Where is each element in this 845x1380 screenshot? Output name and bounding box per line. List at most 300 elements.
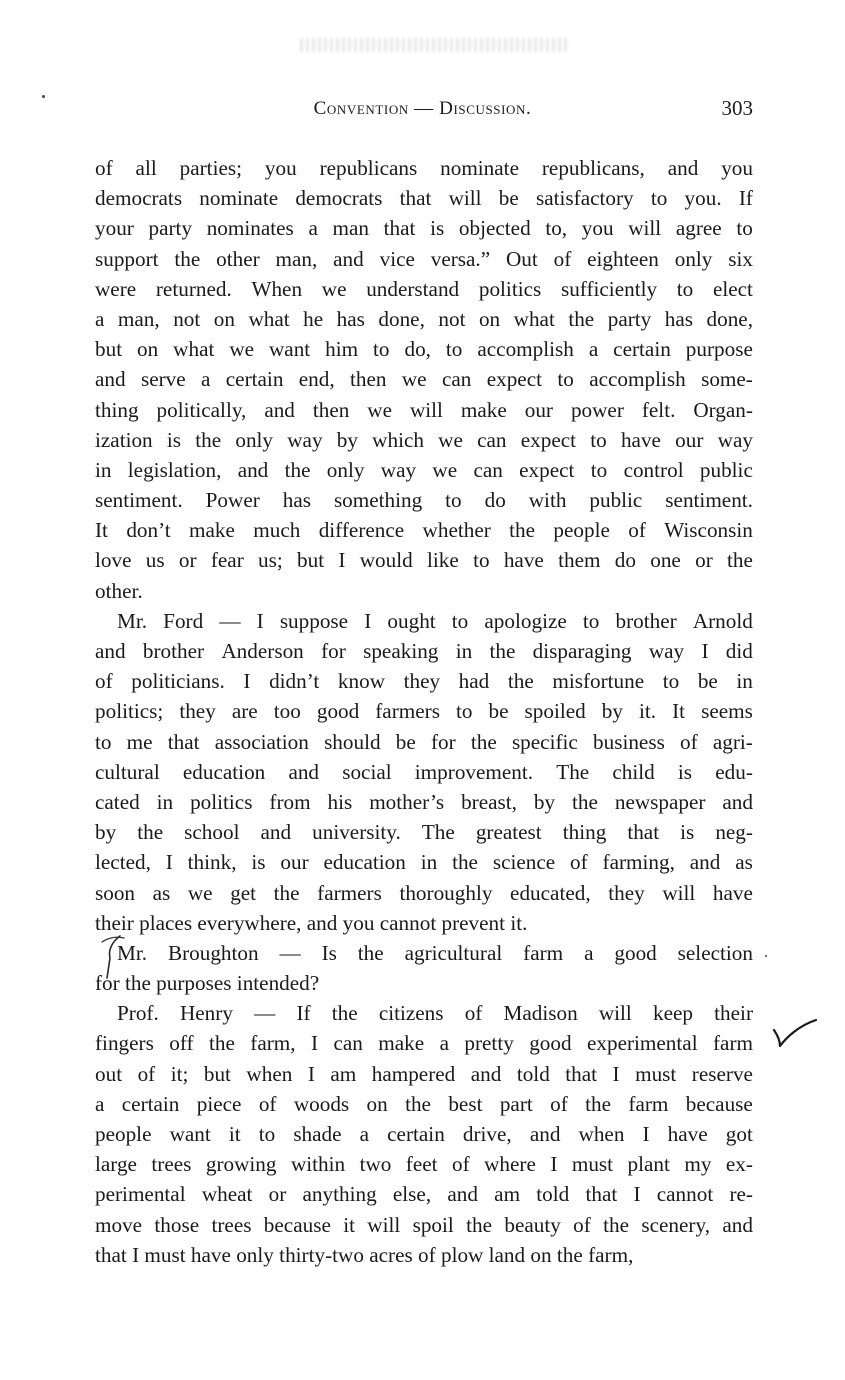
word: those bbox=[154, 1212, 200, 1237]
word: anything bbox=[302, 1182, 377, 1207]
word: I bbox=[338, 548, 346, 573]
word: the bbox=[284, 457, 311, 482]
text-line bbox=[95, 515, 753, 545]
word: done, bbox=[706, 306, 753, 331]
word: politics; bbox=[95, 699, 164, 724]
word: When bbox=[251, 276, 303, 301]
word: by bbox=[336, 427, 358, 452]
word: you bbox=[721, 156, 753, 180]
word: understand bbox=[366, 276, 460, 301]
word: of bbox=[553, 246, 572, 271]
word: misfortune bbox=[552, 669, 645, 694]
word: to bbox=[451, 608, 469, 633]
word: best bbox=[448, 1091, 483, 1116]
word: Anderson bbox=[221, 639, 304, 663]
word: Is bbox=[321, 940, 337, 965]
text-line bbox=[95, 878, 753, 908]
word: didn’t bbox=[269, 669, 320, 694]
word: farm bbox=[523, 940, 564, 965]
word: speaking bbox=[363, 639, 439, 663]
word: to bbox=[373, 337, 390, 362]
word: farmers bbox=[317, 880, 382, 905]
word: am bbox=[494, 1182, 521, 1207]
text-line: other. bbox=[95, 578, 143, 603]
word: greatest bbox=[475, 820, 542, 845]
word: must bbox=[571, 1152, 614, 1177]
text-line bbox=[95, 666, 753, 696]
word: the bbox=[489, 639, 516, 663]
word: in bbox=[156, 789, 174, 814]
word: spoil bbox=[412, 1212, 454, 1237]
word: six bbox=[728, 246, 753, 271]
word: much bbox=[253, 518, 301, 543]
word: agricultural bbox=[404, 940, 503, 965]
word: you. bbox=[684, 186, 722, 211]
word: within bbox=[290, 1152, 346, 1177]
word: expect bbox=[520, 427, 577, 452]
word: must bbox=[635, 1061, 677, 1086]
word: only bbox=[674, 246, 713, 271]
word: our bbox=[280, 850, 309, 875]
word: legislation, bbox=[127, 457, 222, 482]
word: and bbox=[722, 1212, 753, 1237]
word: we bbox=[401, 367, 427, 392]
word: and bbox=[689, 850, 721, 875]
word: which bbox=[372, 427, 424, 452]
word: a bbox=[201, 367, 211, 392]
word: university. bbox=[312, 820, 401, 845]
word: on bbox=[478, 306, 501, 331]
word: be bbox=[395, 729, 416, 754]
word: should bbox=[324, 729, 381, 754]
word: improvement. bbox=[414, 759, 534, 784]
word: Henry bbox=[179, 1001, 233, 1026]
word: party bbox=[607, 306, 652, 331]
word: had bbox=[458, 669, 490, 694]
word: a bbox=[95, 1091, 105, 1116]
word: am bbox=[330, 1061, 357, 1086]
word: and bbox=[333, 246, 364, 271]
word: end, bbox=[298, 367, 335, 392]
word: out bbox=[95, 1061, 123, 1086]
word: breast, bbox=[461, 789, 517, 814]
word: satisfactory bbox=[535, 186, 634, 211]
word: selection bbox=[677, 940, 753, 965]
word: thing bbox=[95, 397, 139, 422]
paper-speck bbox=[765, 955, 767, 957]
word: think, bbox=[187, 850, 237, 875]
text-line bbox=[95, 1119, 753, 1149]
word: on bbox=[366, 1091, 388, 1116]
word: serve bbox=[140, 367, 186, 392]
word: we bbox=[187, 880, 213, 905]
word: of bbox=[570, 850, 588, 875]
word: expect bbox=[519, 457, 575, 482]
word: association bbox=[214, 729, 309, 754]
word: and bbox=[260, 820, 292, 845]
word: brother bbox=[615, 608, 677, 633]
text-line bbox=[95, 425, 753, 455]
word: citizens bbox=[378, 1001, 444, 1026]
word: versa.” bbox=[430, 246, 491, 271]
word: only bbox=[235, 427, 274, 452]
word: we bbox=[438, 427, 463, 452]
word: when bbox=[246, 1061, 293, 1086]
word: off bbox=[169, 1031, 194, 1056]
word: Arnold bbox=[692, 608, 753, 633]
text-line bbox=[95, 395, 753, 425]
word: two bbox=[359, 1152, 392, 1177]
word: because bbox=[263, 1212, 331, 1237]
word: agree bbox=[675, 216, 722, 241]
word: have bbox=[667, 1122, 708, 1146]
text-line: for the purposes intended? bbox=[95, 971, 320, 996]
word: be bbox=[498, 186, 519, 211]
word: our bbox=[524, 397, 553, 422]
word: me bbox=[126, 729, 153, 754]
word: I bbox=[256, 608, 264, 633]
text-line bbox=[95, 1179, 753, 1209]
word: certain bbox=[121, 1091, 180, 1116]
word: brother bbox=[142, 639, 205, 663]
word: It bbox=[672, 699, 686, 724]
word: power bbox=[570, 397, 624, 422]
word: re- bbox=[729, 1182, 753, 1207]
word: us; bbox=[258, 548, 283, 573]
word: don’t bbox=[126, 518, 171, 543]
word: on bbox=[213, 306, 235, 331]
text-line bbox=[95, 455, 753, 485]
word: farm bbox=[712, 1031, 753, 1056]
word: If bbox=[296, 1001, 311, 1026]
text-line bbox=[95, 1210, 753, 1240]
word: school bbox=[184, 820, 240, 845]
word: what bbox=[173, 337, 215, 362]
word: way bbox=[380, 457, 417, 482]
word: as bbox=[735, 850, 753, 875]
word: democrats bbox=[95, 186, 183, 211]
word: The bbox=[421, 820, 455, 845]
word: soon bbox=[95, 880, 136, 905]
word: trees bbox=[151, 1152, 192, 1177]
running-title: Convention — Discussion. bbox=[313, 98, 532, 119]
word: objected bbox=[458, 216, 531, 241]
word: a bbox=[584, 940, 594, 965]
word: and bbox=[667, 156, 699, 180]
word: the bbox=[452, 850, 478, 875]
word: republicans, bbox=[541, 156, 645, 180]
word: parties; bbox=[179, 156, 242, 180]
word: the bbox=[273, 880, 300, 905]
word: my bbox=[684, 1152, 712, 1177]
word: to bbox=[590, 427, 607, 452]
word: I bbox=[701, 639, 709, 663]
word: farm, bbox=[250, 1031, 296, 1056]
word: has bbox=[664, 306, 694, 331]
word: will bbox=[448, 186, 482, 211]
word: some- bbox=[701, 367, 753, 392]
word: trees bbox=[211, 1212, 252, 1237]
word: a bbox=[439, 1031, 449, 1056]
word: us bbox=[145, 548, 165, 573]
word: do, bbox=[404, 337, 431, 362]
word: returned. bbox=[155, 276, 232, 301]
word: agri- bbox=[712, 729, 753, 754]
pencil-checkmark-icon bbox=[770, 1016, 820, 1056]
word: certain bbox=[387, 1122, 445, 1146]
word: will bbox=[367, 1212, 401, 1237]
word: we bbox=[367, 397, 393, 422]
word: or bbox=[695, 548, 713, 573]
word: can bbox=[473, 457, 503, 482]
word: them bbox=[558, 548, 601, 573]
word: has bbox=[282, 488, 311, 513]
word: disparaging bbox=[532, 639, 632, 663]
word: the bbox=[568, 306, 595, 331]
word: told bbox=[536, 1182, 570, 1207]
word: felt. bbox=[641, 397, 676, 422]
word: keep bbox=[653, 1001, 693, 1026]
word: what bbox=[513, 306, 555, 331]
word: eighteen bbox=[587, 246, 659, 271]
word: to bbox=[473, 548, 490, 573]
word: the bbox=[470, 729, 497, 754]
word: and bbox=[95, 367, 126, 392]
word: will bbox=[628, 216, 662, 241]
word: like bbox=[427, 548, 459, 573]
word: farming, bbox=[602, 850, 675, 875]
word: too bbox=[273, 699, 301, 724]
word: party bbox=[148, 216, 193, 241]
word: It bbox=[95, 518, 108, 543]
word: business bbox=[593, 729, 665, 754]
text-line bbox=[95, 727, 753, 757]
word: mother’s bbox=[369, 789, 445, 814]
word: that bbox=[627, 820, 660, 845]
word: will bbox=[409, 397, 443, 422]
word: I bbox=[243, 669, 251, 694]
word: and bbox=[264, 397, 295, 422]
text-line: their places everywhere, and you cannot prevent it. bbox=[95, 910, 528, 935]
word: for bbox=[321, 639, 346, 663]
word: know bbox=[337, 669, 385, 694]
word: is bbox=[430, 216, 445, 241]
word: sufficiently bbox=[560, 276, 658, 301]
word: nominates bbox=[206, 216, 294, 241]
text-line bbox=[95, 545, 753, 575]
word: good bbox=[614, 940, 657, 965]
word: If bbox=[738, 186, 753, 211]
word: that bbox=[399, 186, 432, 211]
word: fingers bbox=[95, 1031, 154, 1056]
word: certain bbox=[225, 367, 284, 392]
word: with bbox=[528, 488, 567, 513]
text-line bbox=[95, 1028, 753, 1058]
word: piece bbox=[196, 1091, 242, 1116]
word: to bbox=[557, 367, 574, 392]
word: seems bbox=[701, 699, 753, 724]
word: shade bbox=[293, 1122, 342, 1146]
word: to bbox=[676, 276, 694, 301]
word: by bbox=[533, 789, 556, 814]
word: but bbox=[297, 548, 325, 573]
text-line bbox=[95, 817, 753, 847]
word: good bbox=[316, 699, 360, 724]
word: of bbox=[452, 1152, 470, 1177]
word: we bbox=[432, 457, 458, 482]
word: is bbox=[677, 759, 693, 784]
word: Power bbox=[205, 488, 260, 513]
word: Broughton bbox=[167, 940, 259, 965]
text-line bbox=[95, 757, 753, 787]
word: the bbox=[137, 820, 164, 845]
word: way bbox=[717, 427, 753, 452]
word: or bbox=[268, 1182, 287, 1207]
word: have bbox=[503, 548, 544, 573]
word: of bbox=[628, 518, 646, 543]
word: politics bbox=[478, 276, 542, 301]
word: got bbox=[725, 1122, 753, 1146]
word: education bbox=[323, 850, 406, 875]
text-line bbox=[95, 787, 753, 817]
word: a bbox=[359, 1122, 370, 1146]
word: of bbox=[137, 1061, 156, 1086]
word: the bbox=[585, 1091, 612, 1116]
word: of bbox=[680, 729, 698, 754]
word: people bbox=[95, 1122, 152, 1146]
word: not bbox=[173, 306, 201, 331]
word: and bbox=[95, 639, 126, 663]
word: to bbox=[582, 608, 600, 633]
word: wheat bbox=[201, 1182, 253, 1207]
word: him bbox=[325, 337, 359, 362]
word: because bbox=[685, 1091, 753, 1116]
word: feet bbox=[405, 1152, 438, 1177]
word: one bbox=[650, 548, 681, 573]
word: our bbox=[675, 427, 704, 452]
word: be bbox=[697, 669, 718, 694]
word: large bbox=[95, 1152, 137, 1177]
word: do bbox=[614, 548, 636, 573]
word: on bbox=[137, 337, 159, 362]
word: and bbox=[288, 759, 320, 784]
word: it; bbox=[170, 1061, 189, 1086]
text-line bbox=[95, 1149, 753, 1179]
word: the bbox=[208, 1031, 235, 1056]
text-line bbox=[95, 244, 753, 274]
text-line bbox=[95, 847, 753, 877]
word: love bbox=[95, 548, 132, 573]
word: in bbox=[95, 457, 112, 482]
word: public bbox=[699, 457, 753, 482]
word: where bbox=[484, 1152, 536, 1177]
word: Mr. bbox=[117, 940, 148, 965]
word: the bbox=[727, 548, 753, 573]
word: beauty bbox=[504, 1212, 561, 1237]
word: and bbox=[470, 1061, 502, 1086]
word: to bbox=[445, 488, 462, 513]
word: plant bbox=[627, 1152, 670, 1177]
word: the bbox=[405, 1091, 431, 1116]
word: move bbox=[95, 1212, 143, 1237]
word: way bbox=[287, 427, 323, 452]
word: we bbox=[321, 276, 347, 301]
text-line bbox=[95, 334, 753, 364]
word: Ford bbox=[163, 608, 204, 633]
word: thoroughly bbox=[399, 880, 493, 905]
word: scenery, bbox=[641, 1212, 710, 1237]
word: are bbox=[231, 699, 258, 724]
word: of bbox=[95, 669, 113, 694]
word: I bbox=[550, 1152, 558, 1177]
word: that bbox=[585, 1182, 618, 1207]
word: of bbox=[95, 156, 113, 180]
word: the bbox=[603, 1212, 630, 1237]
word: when bbox=[578, 1122, 625, 1146]
word: get bbox=[230, 880, 257, 905]
word: expect bbox=[486, 367, 543, 392]
word: drive, bbox=[462, 1122, 512, 1146]
word: have bbox=[712, 880, 753, 905]
word: Prof. bbox=[117, 1001, 159, 1026]
word: can bbox=[333, 1031, 363, 1056]
word: as bbox=[152, 880, 171, 905]
text-line bbox=[95, 696, 753, 726]
word: that bbox=[167, 729, 200, 754]
word: thing bbox=[562, 820, 607, 845]
word: educated, bbox=[510, 880, 591, 905]
word: it bbox=[343, 1212, 355, 1237]
word: has bbox=[336, 306, 365, 331]
word: perimental bbox=[95, 1182, 186, 1207]
word: then bbox=[312, 397, 350, 422]
word: only bbox=[326, 457, 365, 482]
word: want bbox=[268, 337, 311, 362]
word: I bbox=[307, 1061, 315, 1086]
word: the bbox=[331, 1001, 358, 1026]
word: is bbox=[251, 850, 266, 875]
word: have bbox=[620, 427, 661, 452]
word: make bbox=[460, 397, 507, 422]
word: man, bbox=[117, 306, 160, 331]
text-line bbox=[95, 364, 753, 394]
word: edu- bbox=[715, 759, 753, 784]
word: it. bbox=[639, 699, 657, 724]
word: — bbox=[279, 940, 301, 965]
word: education bbox=[182, 759, 266, 784]
word: to bbox=[258, 1122, 276, 1146]
word: what bbox=[248, 306, 290, 331]
word: else, bbox=[392, 1182, 432, 1207]
word: of bbox=[464, 1001, 483, 1026]
word: public bbox=[589, 488, 643, 513]
word: will bbox=[598, 1001, 632, 1026]
word: cultural bbox=[95, 759, 160, 784]
word: hampered bbox=[371, 1061, 456, 1086]
word: ought bbox=[387, 608, 436, 633]
word: the bbox=[174, 246, 201, 271]
word: make bbox=[378, 1031, 425, 1056]
word: the bbox=[195, 427, 222, 452]
word: you bbox=[264, 156, 297, 180]
word: lected, bbox=[95, 850, 151, 875]
word: Madison bbox=[503, 1001, 578, 1026]
word: sentiment. bbox=[665, 488, 753, 513]
word: to bbox=[662, 669, 680, 694]
word: I bbox=[612, 1061, 620, 1086]
word: Organ- bbox=[693, 397, 753, 422]
word: but bbox=[203, 1061, 231, 1086]
